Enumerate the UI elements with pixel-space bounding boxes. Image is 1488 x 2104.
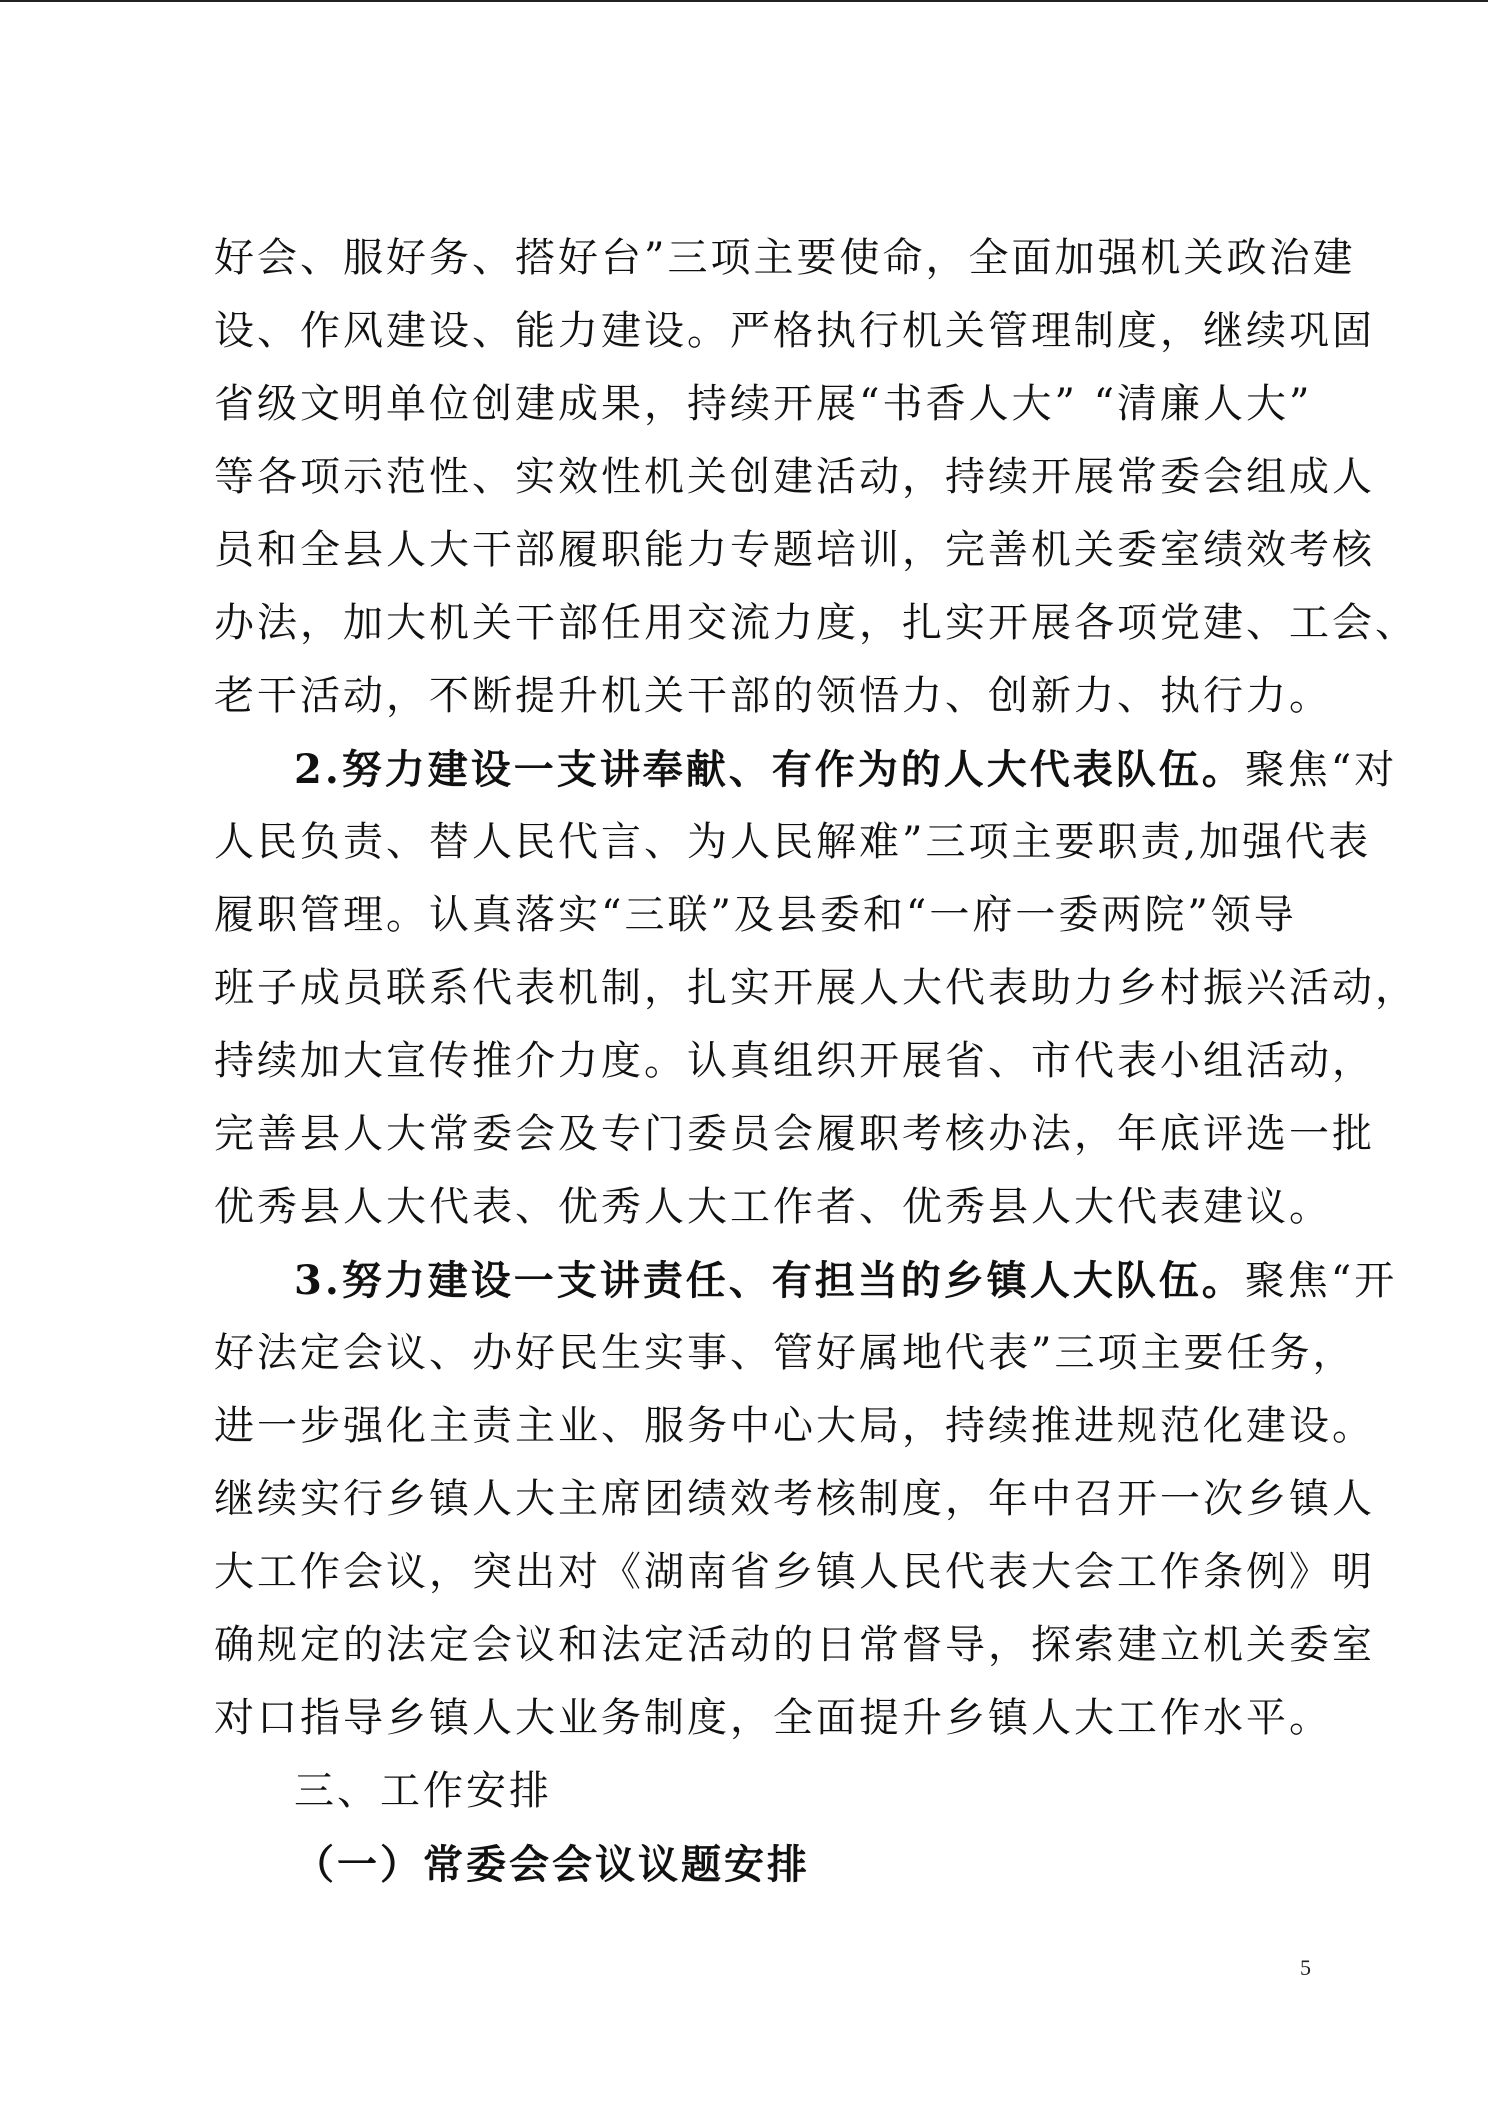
paragraph-line: 员和全县人大干部履职能力专题培训，完善机关委室绩效考核 (214, 527, 1375, 573)
paragraph-line: 持续加大宣传推介力度。认真组织开展省、市代表小组活动， (214, 1038, 1375, 1084)
paragraph-lead-text: 聚焦“开 (1244, 1258, 1398, 1304)
paragraph-line: 优秀县人大代表、优秀人大工作者、优秀县人大代表建议。 (214, 1184, 1332, 1230)
paragraph-lead-heading: 3.努力建设一支讲责任、有担当的乡镇人大队伍。 (294, 1257, 1245, 1304)
paragraph-line: 进一步强化主责主业、服务中心大局，持续推进规范化建设。 (214, 1403, 1375, 1449)
paragraph-line: 人民负责、替人民代言、为人民解难”三项主要职责,加强代表 (214, 819, 1372, 865)
subsection-heading: （一）常委会会议议题安排 (294, 1841, 810, 1888)
paragraph-line: 好会、服好务、搭好台”三项主要使命，全面加强机关政治建 (214, 235, 1356, 281)
paragraph-line: 继续实行乡镇人大主席团绩效考核制度，年中召开一次乡镇人 (214, 1476, 1375, 1522)
paragraph-line: 省级文明单位创建成果，持续开展“书香人大” “清廉人大” (214, 381, 1313, 427)
paragraph-3 (214, 1244, 1398, 1755)
document-page (214, 222, 1418, 1901)
page-top-border (0, 0, 1488, 2)
paragraph-line: 对口指导乡镇人大业务制度，全面提升乡镇人大工作水平。 (214, 1695, 1332, 1741)
section-heading: 三、工作安排 (294, 1768, 552, 1814)
paragraph-line: 履职管理。认真落实“三联”及县委和“一府一委两院”领导 (214, 892, 1297, 938)
page-number: 5 (1300, 1955, 1311, 1980)
paragraph-first-line (214, 1244, 1398, 1317)
paragraph-line: 班子成员联系代表机制，扎实开展人大代表助力乡村振兴活动， (214, 965, 1418, 1011)
paragraph-first-line (214, 733, 1398, 806)
paragraph-lead-heading: 2.努力建设一支讲奉献、有作为的人大代表队伍。 (294, 746, 1245, 793)
paragraph-2 (214, 733, 1418, 1244)
paragraph-line: 设、作风建设、能力建设。严格执行机关管理制度，继续巩固 (214, 308, 1375, 354)
paragraph-line: 确规定的法定会议和法定活动的日常督导，探索建立机关委室 (214, 1622, 1375, 1668)
paragraph-1 (214, 222, 1418, 733)
paragraph-line: 好法定会议、办好民生实事、管好属地代表”三项主要任务， (214, 1330, 1356, 1376)
paragraph-line: 等各项示范性、实效性机关创建活动，持续开展常委会组成人 (214, 454, 1375, 500)
paragraph-line: 完善县人大常委会及专门委员会履职考核办法，年底评选一批 (214, 1111, 1375, 1157)
paragraph-line: 老干活动，不断提升机关干部的领悟力、创新力、执行力。 (214, 673, 1332, 719)
paragraph-lead-text: 聚焦“对 (1244, 747, 1398, 793)
paragraph-line: 大工作会议，突出对《湖南省乡镇人民代表大会工作条例》明 (214, 1549, 1375, 1595)
paragraph-line: 办法，加大机关干部任用交流力度，扎实开展各项党建、工会、 (214, 600, 1418, 646)
